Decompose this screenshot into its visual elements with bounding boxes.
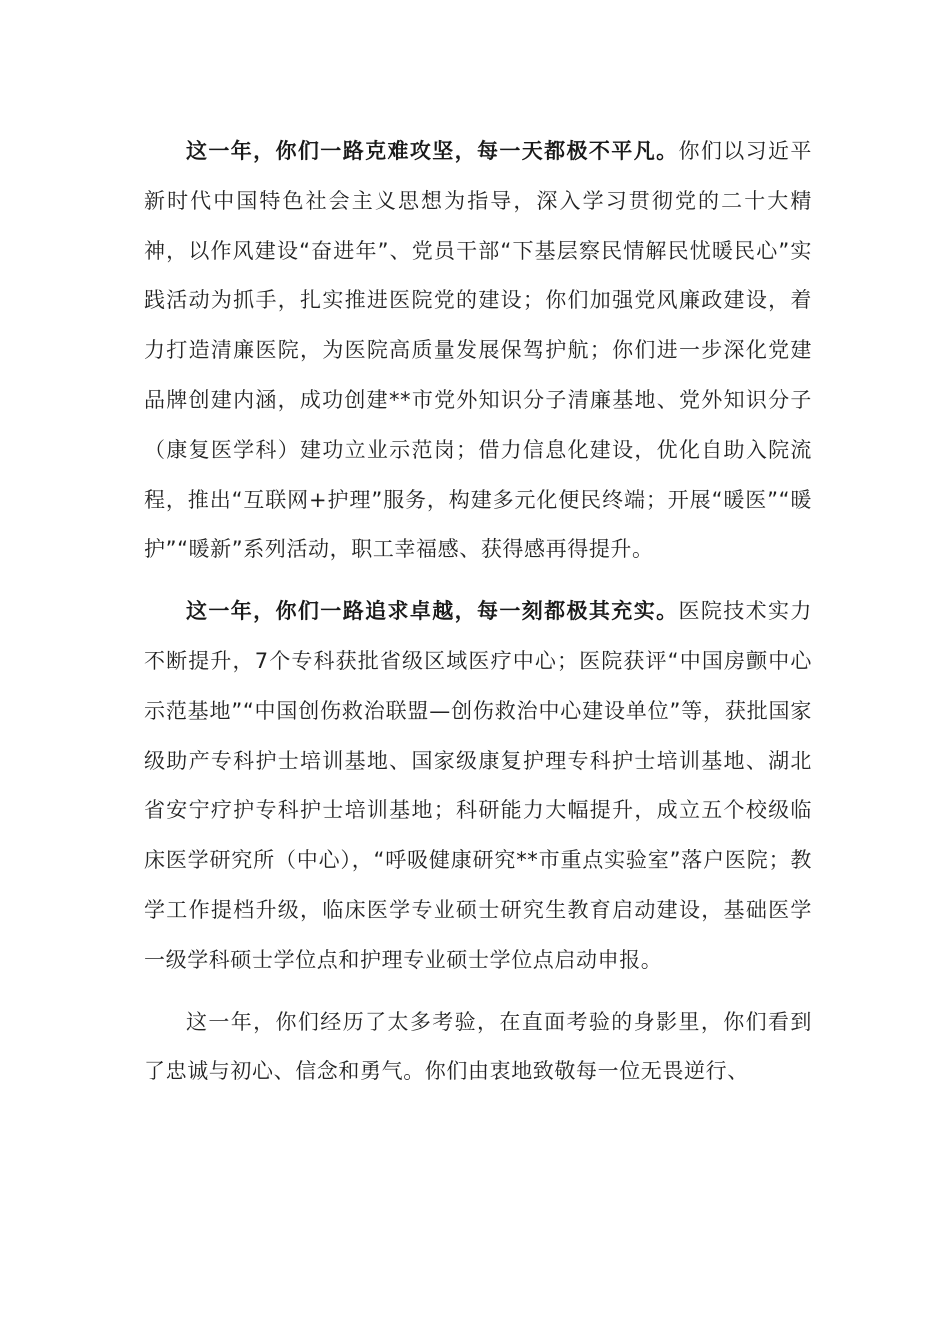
document-body xyxy=(144,127,812,1109)
paragraph-1-body: 你们以习近平新时代中国特色社会主义思想为指导，深入学习贯彻党的二十大精神，以作风建设“奋进年”、党员干部“下基层察民情解民忧暖民心”实践活动为抓手，扎实推进医院党的建设；你们加强党风廉政建设，着力打造清廉医院，为医院高质量发展保驾护航；你们进一步深化党建品牌创建内涵，成功创建**市党外知识分子清廉基地、党外知识分子（康复医学科）建功立业示范岗；借力信息化建设，优化自助入院流程，推出“互联网+护理”服务，构建多元化便民终端；开展“暖医”“暖护”“暖新”系列活动，职工幸福感、获得感再得提升。 xyxy=(144,139,812,562)
paragraph-2 xyxy=(144,587,812,985)
paragraph-3 xyxy=(144,998,812,1098)
paragraph-1-lead: 这一年，你们一路克难攻坚，每一天都极不平凡。 xyxy=(186,139,679,163)
paragraph-2-lead: 这一年，你们一路追求卓越，每一刻都极其充实。 xyxy=(186,599,679,624)
paragraph-2-body: 医院技术实力不断提升，7个专科获批省级区域医疗中心；医院获评“中国房颤中心示范基地”“中国创伤救治联盟—创伤救治中心建设单位”等，获批国家级助产专科护士培训基地、国家级康复护理专科护士培训基地、湖北省安宁疗护专科护士培训基地；科研能力大幅提升，成立五个校级临床医学研究所（中心），“呼吸健康研究**市重点实验室”落户医院；教学工作提档升级，临床医学专业硕士研究生教育启动建设，基础医学一级学科硕士学位点和护理专业硕士学位点启动申报。 xyxy=(144,599,812,972)
paragraph-3-body: 这一年，你们经历了太多考验，在直面考验的身影里，你们看到了忠诚与初心、信念和勇气。你们由衷地致敬每一位无畏逆行、 xyxy=(144,1009,812,1084)
paragraph-1 xyxy=(144,127,812,575)
